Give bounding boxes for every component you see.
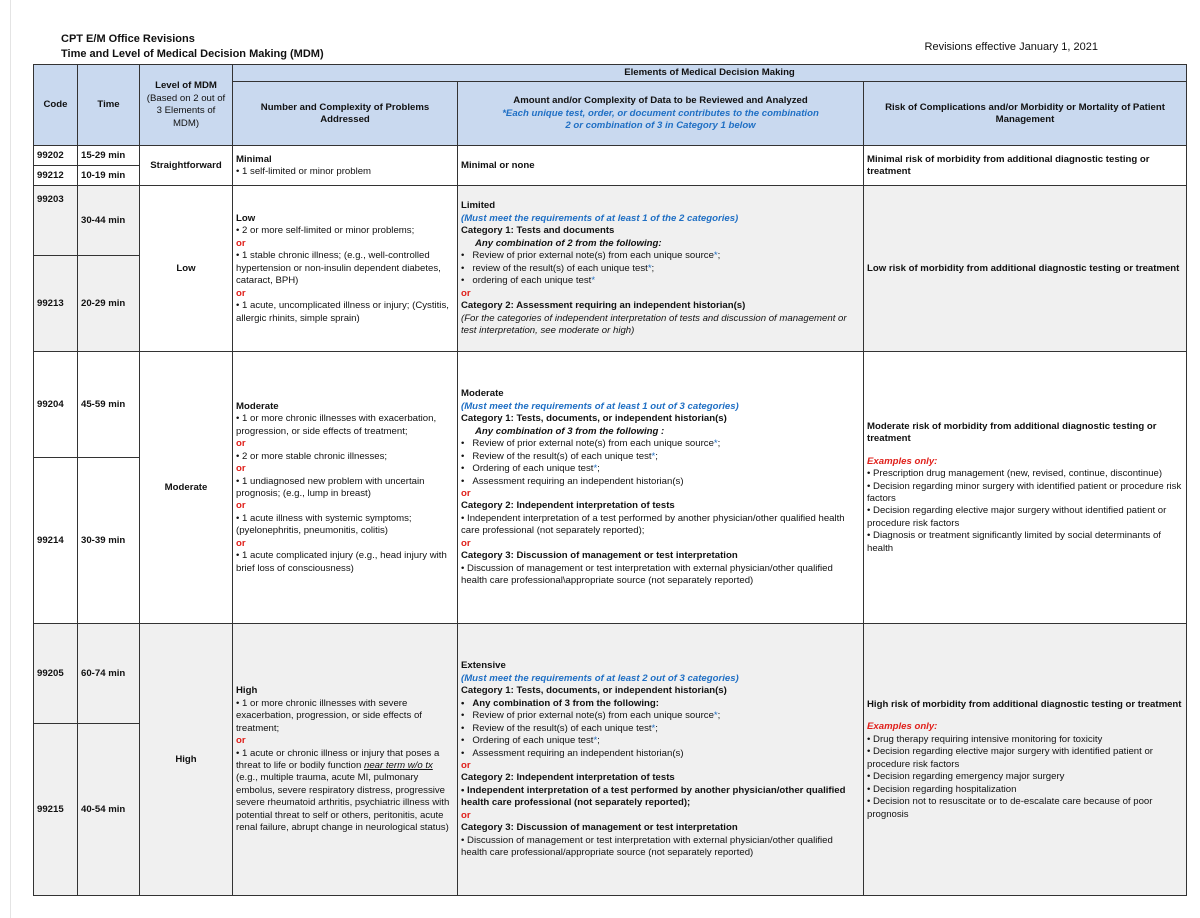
or-separator: or (236, 500, 246, 512)
data-requirement: (Must meet the requirements of at least 1 of the 2 categories) (461, 212, 739, 224)
col-time: Time (78, 65, 140, 146)
category-2-title: Category 2: Assessment requiring an independent historian(s) (461, 300, 746, 312)
document-page (10, 0, 1188, 918)
code-cell: 99202 (34, 146, 78, 166)
col-elements: Elements of Medical Decision Making (233, 65, 1187, 82)
category-3-title: Category 3: Discussion of management or test interpretation (461, 550, 738, 562)
risk-example: • Diagnosis or treatment significantly limited by social determinants of health (867, 530, 1161, 554)
or-separator: or (236, 237, 246, 249)
time-cell: 30-44 min (78, 186, 140, 256)
data-cell (458, 624, 864, 896)
risk-cell (864, 624, 1187, 896)
row-moderate-a (34, 352, 1187, 458)
data-item: • Review of prior external note(s) from each unique source*; (461, 710, 721, 722)
data-item: • Review of prior external note(s) from each unique source*; (461, 438, 721, 450)
mdm-table (33, 64, 1187, 896)
risk-example: • Decision regarding elective major surgery without identified patient or procedure risk factors (867, 505, 1167, 529)
problems-item: • 2 or more self-limited or minor problems; (236, 225, 415, 237)
problems-item: • 1 stable chronic illness; (e.g., well-controlled hypertension or non-insulin dependent diabetes, cataract, BPH) (236, 250, 441, 287)
level-cell: Moderate (140, 352, 233, 624)
col-level-title: Level of MDM (155, 80, 217, 92)
risk-cell: Minimal risk of morbidity from additional diagnostic testing or treatment (864, 146, 1187, 186)
problems-heading: Moderate (236, 400, 279, 412)
or-separator: or (461, 537, 471, 549)
col-code: Code (34, 65, 78, 146)
col-level-sub: (Based on 2 out of 3 Elements of MDM) (146, 92, 226, 129)
risk-example: • Decision regarding hospitalization (867, 783, 1017, 795)
risk-example: • Drug therapy requiring intensive monitoring for toxicity (867, 733, 1103, 745)
examples-label: Examples only: (867, 455, 938, 467)
col-data (458, 82, 864, 146)
data-item: • Review of the result(s) of each unique test*; (461, 722, 658, 734)
category-3-item: • Discussion of management or test interpretation with external physician/other qualified health care professional/appropriate source (not separately reported) (461, 834, 833, 859)
code-cell: 99215 (34, 724, 78, 896)
problems-item: • 1 or more chronic illnesses with severe exacerbation, progression, or side effects of treatment; (236, 697, 422, 734)
problems-heading: Minimal (236, 153, 272, 165)
category-1-title: Category 1: Tests and documents (461, 225, 615, 237)
data-cell (458, 352, 864, 624)
data-item: • Ordering of each unique test*; (461, 735, 600, 747)
category-3-title: Category 3: Discussion of management or test interpretation (461, 822, 738, 834)
problems-item: • 1 acute, uncomplicated illness or injury; (Cystitis, allergic rhinits, simple sprain) (236, 300, 449, 324)
col-data-note1: *Each unique test, order, or document contributes to the combination (502, 107, 819, 119)
data-heading: Limited (461, 200, 496, 212)
problems-item: • 2 or more stable chronic illnesses; (236, 450, 388, 462)
title-line-1: CPT E/M Office Revisions (61, 33, 195, 45)
data-item: • review of the result(s) of each unique test*; (461, 262, 655, 274)
problems-item: • 1 acute complicated injury (e.g., head injury with brief loss of consciousness) (236, 550, 447, 574)
data-heading: Moderate (461, 388, 504, 400)
problems-heading: High (236, 685, 258, 697)
data-heading: Extensive (461, 660, 506, 672)
category-2-note: (For the categories of independent interpretation of tests and discussion of management or test interpretation, see moderate or high) (461, 312, 847, 337)
data-requirement: (Must meet the requirements of at least 2 out of 3 categories) (461, 672, 739, 684)
examples-label: Examples only: (867, 721, 938, 733)
risk-heading: Moderate risk of morbidity from additional diagnostic testing or treatment (867, 420, 1157, 445)
or-separator: or (236, 438, 246, 450)
data-cell (458, 186, 864, 352)
category-1-sub: Any combination of 3 from the following : (475, 425, 665, 437)
problems-heading: Low (236, 212, 256, 224)
data-item: • Assessment requiring an independent historian(s) (461, 475, 684, 487)
data-item: • Ordering of each unique test*; (461, 463, 600, 475)
category-1-title: Category 1: Tests, documents, or independent historian(s) (461, 685, 727, 697)
row-low-a (34, 186, 1187, 256)
col-level (140, 65, 233, 146)
risk-cell: Low risk of morbidity from additional diagnostic testing or treatment (864, 186, 1187, 352)
row-high-a (34, 624, 1187, 724)
risk-example: • Decision regarding emergency major surgery (867, 771, 1065, 783)
category-2-item: • Independent interpretation of a test performed by another physician/other qualified health care professional (not separately reported); (461, 512, 845, 537)
problems-cell (233, 186, 458, 352)
category-1-title: Category 1: Tests, documents, or independent historian(s) (461, 413, 727, 425)
col-data-title: Amount and/or Complexity of Data to be Reviewed and Analyzed (513, 95, 808, 107)
col-problems: Number and Complexity of Problems Addressed (233, 82, 458, 146)
risk-cell (864, 352, 1187, 624)
category-1-sub: • Any combination of 3 from the following: (461, 697, 659, 709)
data-requirement: (Must meet the requirements of at least 1 out of 3 categories) (461, 400, 739, 412)
time-cell: 15-29 min (78, 146, 140, 166)
or-separator: or (236, 537, 246, 549)
problems-cell (233, 146, 458, 186)
category-2-title: Category 2: Independent interpretation of tests (461, 500, 675, 512)
category-2-item: • Independent interpretation of a test performed by another physician/other qualified health care professional (not separately reported); (461, 784, 846, 809)
or-separator: or (236, 735, 246, 747)
risk-heading: High risk of morbidity from additional diagnostic testing or treatment (867, 698, 1182, 710)
problems-item: • 1 acute illness with systemic symptoms; (pyelonephritis, pneumonitis, colitis) (236, 512, 412, 537)
risk-example: • Prescription drug management (new, revised, continue, discontinue) (867, 468, 1163, 480)
level-cell: High (140, 624, 233, 896)
code-cell: 99213 (34, 256, 78, 352)
time-cell: 20-29 min (78, 256, 140, 352)
data-item: • Review of prior external note(s) from each unique source*; (461, 250, 721, 262)
problems-item: • 1 acute or chronic illness or injury that poses a threat to life or bodily function near term w/o tx (e.g., multiple trauma, acute MI, pulmonary embolus, severe respiratory distress, progressive severe rheumatoid arthritis, psychiatric illness with potential threat to self or others, peritonitis, acute renal failure, abrupt change in neurological status) (236, 747, 450, 834)
data-item: • ordering of each unique test* (461, 275, 596, 287)
row-straightforward-a (34, 146, 1187, 166)
or-separator: or (236, 463, 246, 475)
code-cell: 99212 (34, 166, 78, 186)
category-2-title: Category 2: Independent interpretation of tests (461, 772, 675, 784)
risk-example: • Decision regarding minor surgery with identified patient or procedure risk factors (867, 480, 1182, 504)
category-1-sub: Any combination of 2 from the following: (475, 237, 662, 249)
time-cell: 45-59 min (78, 352, 140, 458)
col-risk: Risk of Complications and/or Morbidity or Mortality of Patient Management (864, 82, 1187, 146)
problems-cell (233, 624, 458, 896)
document-title (61, 32, 324, 62)
problems-item: • 1 self-limited or minor problem (236, 165, 372, 177)
level-cell: Low (140, 186, 233, 352)
problems-item: • 1 undiagnosed new problem with uncertain prognosis; (e.g., lump in breast) (236, 475, 425, 499)
data-cell: Minimal or none (458, 146, 864, 186)
or-separator: or (236, 287, 246, 299)
title-line-2: Time and Level of Medical Decision Making (MDM) (61, 48, 324, 60)
or-separator: or (461, 759, 471, 771)
col-data-note2: 2 or combination of 3 in Category 1 below (565, 120, 756, 132)
problems-item: • 1 or more chronic illnesses with exacerbation, progression, or side effects of treatment; (236, 413, 437, 437)
time-cell: 30-39 min (78, 458, 140, 624)
problems-cell (233, 352, 458, 624)
or-separator: or (461, 809, 471, 821)
risk-example: • Decision regarding elective major surgery with identified patient or procedure risk factors (867, 746, 1153, 770)
data-item: • Assessment requiring an independent historian(s) (461, 747, 684, 759)
level-cell: Straightforward (140, 146, 233, 186)
time-cell: 60-74 min (78, 624, 140, 724)
time-cell: 10-19 min (78, 166, 140, 186)
risk-example: • Decision not to resuscitate or to de-escalate care because of poor prognosis (867, 796, 1153, 820)
effective-date: Revisions effective January 1, 2021 (924, 41, 1098, 53)
or-separator: or (461, 287, 471, 299)
data-item: • Review of the result(s) of each unique test*; (461, 450, 658, 462)
category-3-item: • Discussion of management or test interpretation with external physician/other qualified health care professional\appropriate source (not separately reported) (461, 562, 833, 587)
code-cell: 99203 (34, 186, 78, 256)
or-separator: or (461, 487, 471, 499)
time-cell: 40-54 min (78, 724, 140, 896)
code-cell: 99205 (34, 624, 78, 724)
code-cell: 99214 (34, 458, 78, 624)
code-cell: 99204 (34, 352, 78, 458)
